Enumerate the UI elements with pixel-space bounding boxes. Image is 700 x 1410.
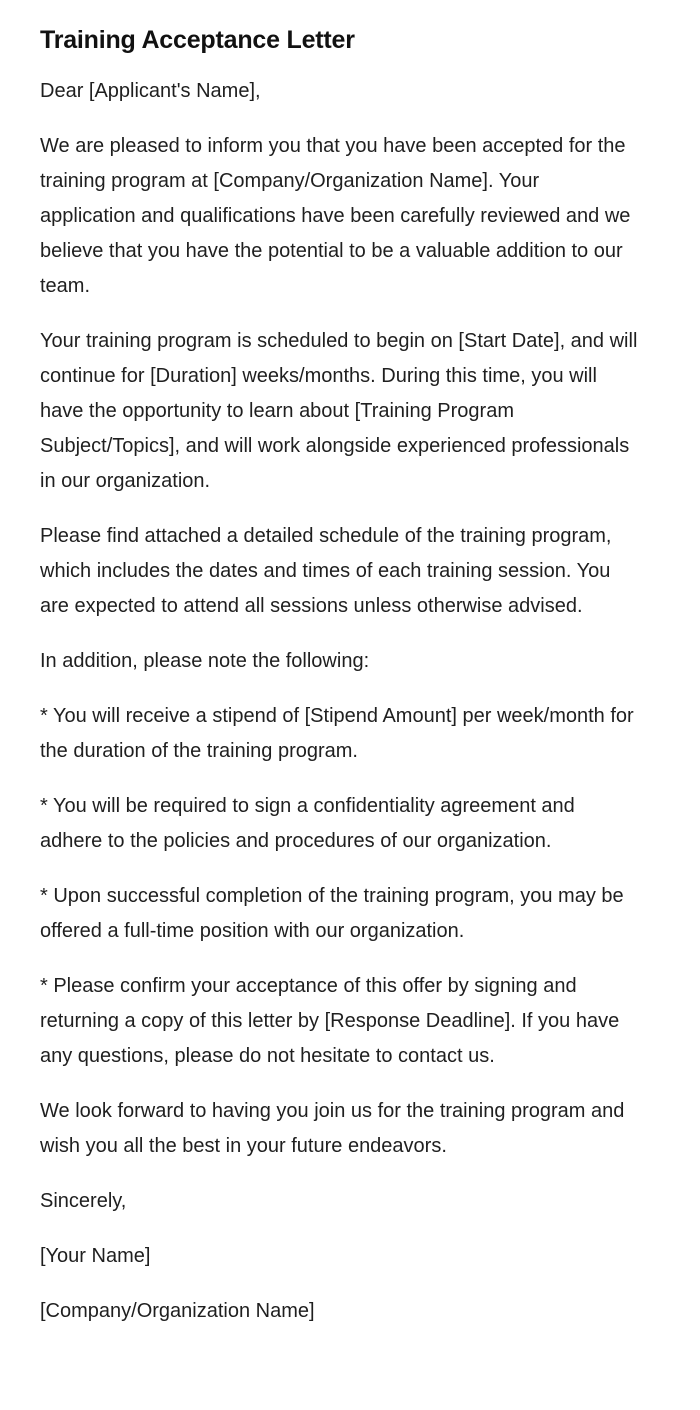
paragraph-schedule: Your training program is scheduled to begin on [Start Date], and will continue for [Duration] weeks/months. During this time, you will have the opportunity to learn about [Training Program Subject/Topics], and will work alongside experienced professionals in our organization. xyxy=(40,330,638,492)
signature-org: [Company/Organization Name] xyxy=(40,1300,315,1322)
bullet-confidentiality: * You will be required to sign a confidentiality agreement and adhere to the policies and procedures of our organization. xyxy=(40,795,575,852)
paragraph-closing-wish: We look forward to having you join us for the training program and wish you all the best in your future endeavors. xyxy=(40,1100,625,1157)
letter-document xyxy=(40,22,640,1349)
bullet-stipend: * You will receive a stipend of [Stipend Amount] per week/month for the duration of the training program. xyxy=(40,705,634,762)
letter-title: Training Acceptance Letter xyxy=(40,26,355,54)
salutation: Dear [Applicant's Name], xyxy=(40,80,261,102)
signature-name: [Your Name] xyxy=(40,1245,151,1267)
closing: Sincerely, xyxy=(40,1190,127,1212)
bullet-full-time: * Upon successful completion of the training program, you may be offered a full-time position with our organization. xyxy=(40,885,624,942)
paragraph-notes-intro: In addition, please note the following: xyxy=(40,650,370,672)
bullet-confirm: * Please confirm your acceptance of this offer by signing and returning a copy of this letter by [Response Deadline]. If you have any questions, please do not hesitate to contact us. xyxy=(40,975,620,1067)
paragraph-acceptance: We are pleased to inform you that you have been accepted for the training program at [Company/Organization Name]. Your application and qualifications have been carefully reviewed and we believe that you have the potential to be a valuable addition to our team. xyxy=(40,135,631,297)
paragraph-attachment: Please find attached a detailed schedule of the training program, which includes the dates and times of each training session. You are expected to attend all sessions unless otherwise advised. xyxy=(40,525,612,617)
